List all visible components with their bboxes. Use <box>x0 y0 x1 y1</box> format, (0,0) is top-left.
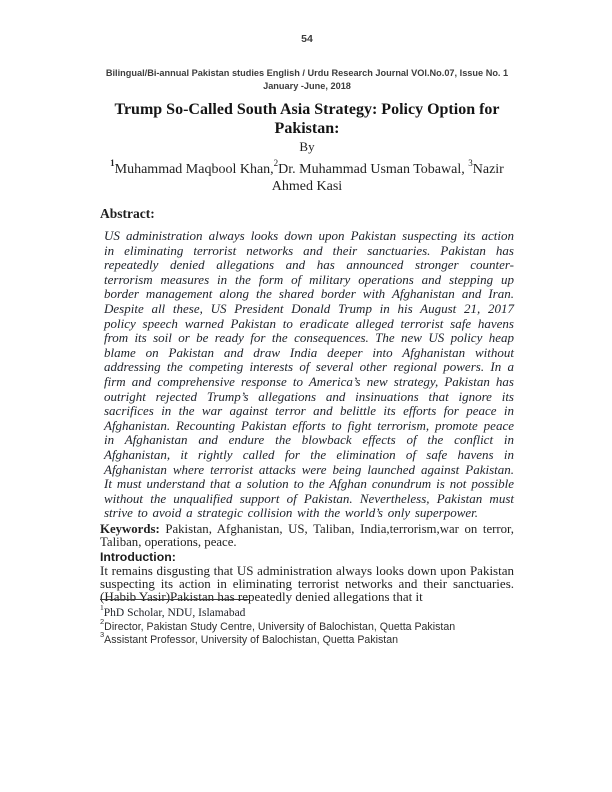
page-number: 54 <box>301 33 313 45</box>
introduction-text: It remains disgusting that US administration always looks down upon Pakistan suspecting its action in eliminating terrorist networks and their sanctuaries. (Habib Yasir)Pakistan has repeatedly denied allegations that it <box>100 562 514 605</box>
journal-header-line1: Bilingual/Bi-annual Pakistan studies English / Urdu Research Journal VOl.No.07, Issue No. 1 <box>105 68 509 78</box>
author-1-name: Muhammad Maqbool Khan, <box>114 162 274 177</box>
keywords-line <box>100 523 514 549</box>
footnote-divider <box>100 599 250 600</box>
introduction-heading: Introduction: <box>100 549 176 564</box>
author-2-marker: 2 <box>273 158 279 169</box>
article-title-line1: Trump So-Called South Asia Strategy: Policy Option for <box>114 101 500 118</box>
abstract-heading: Abstract: <box>100 206 155 221</box>
footnote-2-marker: 2 <box>100 616 105 626</box>
article-title-line2: Pakistan: <box>274 119 340 137</box>
byline: By <box>299 139 315 154</box>
keywords-label: Keywords: <box>100 521 160 536</box>
author-2-name: Dr. Muhammad Usman Tobawal, <box>278 162 469 177</box>
footnote-1-text: PhD Scholar, NDU, Islamabad <box>103 607 246 619</box>
keywords-text: Pakistan, Afghanistan, US, Taliban, India,terrorism,war on terror, Taliban, operations, peace. <box>100 521 515 549</box>
journal-header-line2: January -June, 2018 <box>263 81 351 91</box>
authors-line <box>100 158 514 195</box>
footnote-1-marker: 1 <box>100 603 104 613</box>
footnote-1 <box>100 603 514 621</box>
journal-header <box>100 67 514 93</box>
footnote-2-text: Director, Pakistan Study Centre, University of Balochistan, Quetta Pakistan <box>104 620 456 633</box>
author-1-marker: 1 <box>110 158 115 169</box>
abstract-text: US administration always looks down upon Pakistan suspecting its action in eliminating terrorist networks and their sanctuaries. Pakistan has repeatedly denied allegations and has announced stronger counter-terrorism measures in the form of military operations and stepping up border management along the shared border with Afghanistan and Iran. Despite all these, US President Donald Trump in his August 21, 2017 policy speech warned Pakistan to eradicate alleged terrorist safe havens from its soil or be ready for the consequences. The new US policy heap blame on Pakistan and draw India deeper into Afghanistan without addressing the competing interests of several other regional powers. In a firm and comprehensive response to America’s new strategy, Pakistan has outright rejected Trump’s allegations and insinuations that ignore its sacrifices in the war against terror and belittle its efforts for peace in Afghanistan. Recounting Pakistan efforts to fight terrorism, promote peace in Afghanistan and endure the blowback effects of the conflict in Afghanistan, it rightly called for the elimination of safe havens in Afghanistan where terrorist attacks were being launched against Pakistan. It must understand that a solution to the Afghan conundrum is not possible without the unqualified support of Pakistan. Nevertheless, Pakistan must strive to avoid a strategic collision with the world’s only superpower. <box>104 228 514 521</box>
author-3-marker: 3 <box>468 158 473 169</box>
footnote-3-marker: 3 <box>100 629 105 639</box>
footnote-2 <box>100 616 514 634</box>
page-content <box>100 0 514 603</box>
footnote-3 <box>100 629 514 647</box>
footnotes-section <box>100 599 514 647</box>
article-title <box>60 101 554 138</box>
author-3-name: Nazir Ahmed Kasi <box>271 162 504 194</box>
footnote-3-text: Assistant Professor, University of Balochistan, Quetta Pakistan <box>104 633 398 646</box>
